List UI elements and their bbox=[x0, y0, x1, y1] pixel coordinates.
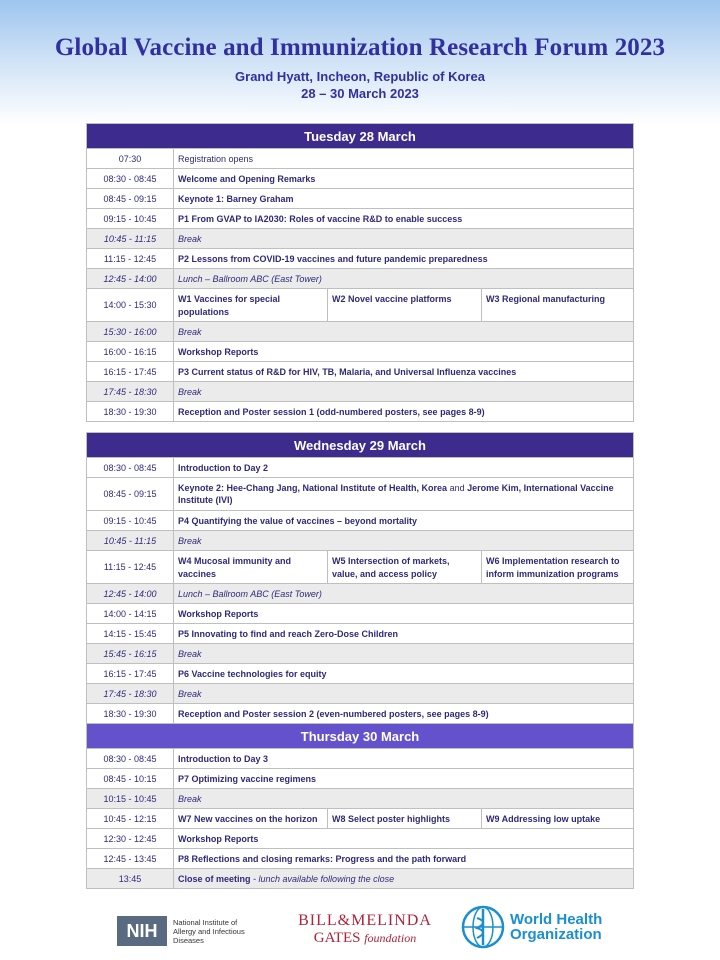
break-label: Break bbox=[178, 648, 202, 659]
workshop-cell: W1 Vaccines for special populations bbox=[174, 289, 328, 321]
table-row bbox=[86, 511, 634, 531]
session-title: Workshop Reports bbox=[178, 833, 259, 844]
break-label: Break bbox=[178, 326, 202, 337]
time-cell: 08:30 - 08:45 bbox=[87, 458, 174, 477]
time-cell: 08:45 - 09:15 bbox=[87, 478, 174, 510]
break-label: Lunch – Ballroom ABC (East Tower) bbox=[178, 588, 322, 599]
break-label: Break bbox=[178, 793, 202, 804]
table-row bbox=[86, 604, 634, 624]
time-cell: 18:30 - 19:30 bbox=[87, 704, 174, 723]
break-row bbox=[86, 322, 634, 342]
table-row bbox=[86, 664, 634, 684]
who-line2: Organization bbox=[510, 926, 602, 943]
table-row bbox=[86, 402, 634, 422]
break-label: Break bbox=[178, 688, 202, 699]
session-title: Introduction to Day 2 bbox=[178, 462, 268, 473]
keynote-speaker-a: Keynote 2: Hee-Chang Jang, National Institute of Health, Korea bbox=[178, 483, 448, 493]
closing-text bbox=[174, 869, 633, 888]
time-cell: 15:45 - 16:15 bbox=[87, 644, 174, 663]
time-cell: 09:15 - 10:45 bbox=[87, 511, 174, 530]
time-cell: 09:15 - 10:45 bbox=[87, 209, 174, 228]
table-row bbox=[86, 169, 634, 189]
time-cell: 14:15 - 15:45 bbox=[87, 624, 174, 643]
time-cell: 10:45 - 11:15 bbox=[87, 531, 174, 550]
workshop-cell: W2 Novel vaccine platforms bbox=[328, 289, 482, 321]
break-label: Break bbox=[178, 233, 202, 244]
day-header: Thursday 30 March bbox=[86, 723, 634, 749]
time-cell: 10:15 - 10:45 bbox=[87, 789, 174, 808]
day-header: Wednesday 29 March bbox=[86, 432, 634, 458]
gates-line2: GATES bbox=[313, 930, 361, 946]
time-cell: 17:45 - 18:30 bbox=[87, 382, 174, 401]
event-dates: 28 – 30 March 2023 bbox=[301, 86, 419, 101]
break-row bbox=[86, 229, 634, 249]
time-cell: 15:30 - 16:00 bbox=[87, 322, 174, 341]
workshop-cell: W9 Addressing low uptake bbox=[486, 814, 601, 824]
break-row bbox=[86, 382, 634, 402]
session-title: P6 Vaccine technologies for equity bbox=[178, 668, 327, 679]
time-cell: 12:45 - 13:45 bbox=[87, 849, 174, 868]
session-title: P5 Innovating to find and reach Zero-Dose Children bbox=[178, 628, 399, 639]
workshop-cell: W4 Mucosal immunity and vaccines bbox=[174, 551, 328, 583]
session-title: P3 Current status of R&D for HIV, TB, Malaria, and Universal Influenza vaccines bbox=[178, 366, 517, 377]
session-title: Workshop Reports bbox=[178, 608, 259, 619]
break-row bbox=[86, 269, 634, 289]
workshop-row bbox=[86, 809, 634, 829]
workshop-cell: W8 Select poster highlights bbox=[328, 809, 482, 828]
session-title: Workshop Reports bbox=[178, 346, 259, 357]
who-emblem-icon bbox=[460, 904, 506, 950]
day-header: Tuesday 28 March bbox=[86, 123, 634, 149]
table-row bbox=[86, 478, 634, 511]
nih-text: National Institute of Allergy and Infectious Diseases bbox=[173, 917, 245, 945]
table-row bbox=[86, 249, 634, 269]
break-label: Lunch – Ballroom ABC (East Tower) bbox=[178, 273, 322, 284]
workshop-cell: W7 New vaccines on the horizon bbox=[174, 809, 328, 828]
table-row bbox=[86, 458, 634, 478]
table-row bbox=[86, 849, 634, 869]
break-row bbox=[86, 684, 634, 704]
session-title: Welcome and Opening Remarks bbox=[178, 173, 316, 184]
time-cell: 12:30 - 12:45 bbox=[87, 829, 174, 848]
table-row bbox=[86, 749, 634, 769]
session-title: Reception and Poster session 1 (odd-numbered posters, see pages 8-9) bbox=[178, 406, 485, 417]
table-row bbox=[86, 829, 634, 849]
table-row bbox=[86, 769, 634, 789]
table-row bbox=[86, 342, 634, 362]
table-row bbox=[86, 209, 634, 229]
session-title: P1 From GVAP to IA2030: Roles of vaccine R&D to enable success bbox=[178, 213, 463, 224]
time-cell: 14:00 - 14:15 bbox=[87, 604, 174, 623]
day-wednesday bbox=[86, 432, 634, 724]
table-row bbox=[86, 149, 634, 169]
nih-logo bbox=[117, 916, 253, 946]
closing-row bbox=[86, 869, 634, 889]
page-title: Global Vaccine and Immunization Research Forum 2023 bbox=[54, 34, 666, 61]
time-cell: 08:45 - 10:15 bbox=[87, 769, 174, 788]
time-cell: 13:45 bbox=[87, 869, 174, 888]
who-logo bbox=[460, 904, 602, 950]
table-row bbox=[86, 704, 634, 724]
page-header bbox=[0, 34, 720, 102]
time-cell: 08:30 - 08:45 bbox=[87, 169, 174, 188]
break-row bbox=[86, 531, 634, 551]
day-tuesday bbox=[86, 123, 634, 422]
session-title: Registration opens bbox=[178, 153, 254, 164]
day-thursday bbox=[86, 723, 634, 889]
session-title: P4 Quantifying the value of vaccines – beyond mortality bbox=[178, 515, 418, 526]
time-cell: 16:00 - 16:15 bbox=[87, 342, 174, 361]
session-title: Reception and Poster session 2 (even-numbered posters, see pages 8-9) bbox=[178, 708, 489, 719]
session-title: Keynote 1: Barney Graham bbox=[178, 193, 294, 204]
session-title: Introduction to Day 3 bbox=[178, 753, 268, 764]
session-title: P2 Lessons from COVID-19 vaccines and future pandemic preparedness bbox=[178, 253, 488, 264]
closing-main: Close of meeting bbox=[178, 873, 251, 884]
time-cell: 08:45 - 09:15 bbox=[87, 189, 174, 208]
time-cell: 07:30 bbox=[87, 149, 174, 168]
table-row bbox=[86, 362, 634, 382]
break-row bbox=[86, 644, 634, 664]
time-cell: 14:00 - 15:30 bbox=[87, 289, 174, 321]
time-cell: 16:15 - 17:45 bbox=[87, 664, 174, 683]
venue: Grand Hyatt, Incheon, Republic of Korea bbox=[235, 69, 485, 84]
break-row bbox=[86, 584, 634, 604]
closing-note: - lunch available following the close bbox=[250, 873, 395, 884]
break-label: Break bbox=[178, 535, 202, 546]
workshop-row bbox=[86, 289, 634, 322]
workshop-cell: W6 Implementation research to inform immunization programs bbox=[486, 556, 620, 579]
gates-line1: BILL&MELINDA bbox=[298, 912, 432, 929]
time-cell: 12:45 - 14:00 bbox=[87, 269, 174, 288]
time-cell: 17:45 - 18:30 bbox=[87, 684, 174, 703]
gates-foundation-logo bbox=[290, 912, 440, 946]
sponsor-logos bbox=[0, 900, 720, 960]
nih-mark: NIH bbox=[117, 916, 167, 946]
workshop-cell: W3 Regional manufacturing bbox=[486, 294, 606, 304]
who-line1: World Health bbox=[510, 911, 603, 928]
session-title: P7 Optimizing vaccine regimens bbox=[178, 773, 317, 784]
time-cell: 10:45 - 12:15 bbox=[87, 809, 174, 828]
time-cell: 16:15 - 17:45 bbox=[87, 362, 174, 381]
session-title: P8 Reflections and closing remarks: Progress and the path forward bbox=[178, 853, 467, 864]
workshop-row bbox=[86, 551, 634, 584]
workshop-cell: W5 Intersection of markets, value, and access policy bbox=[328, 551, 482, 583]
break-label: Break bbox=[178, 386, 202, 397]
time-cell: 18:30 - 19:30 bbox=[87, 402, 174, 421]
keynote-speaker-b: Jerome Kim, International Vaccine Institute (IVI) bbox=[178, 483, 614, 505]
time-cell: 11:15 - 12:45 bbox=[87, 551, 174, 583]
table-row bbox=[86, 189, 634, 209]
time-cell: 12:45 - 14:00 bbox=[87, 584, 174, 603]
break-row bbox=[86, 789, 634, 809]
time-cell: 08:30 - 08:45 bbox=[87, 749, 174, 768]
keynote-text bbox=[174, 478, 633, 510]
keynote-and: and bbox=[449, 483, 465, 493]
table-row bbox=[86, 624, 634, 644]
time-cell: 10:45 - 11:15 bbox=[87, 229, 174, 248]
gates-foundation-word: foundation bbox=[364, 931, 417, 945]
time-cell: 11:15 - 12:45 bbox=[87, 249, 174, 268]
